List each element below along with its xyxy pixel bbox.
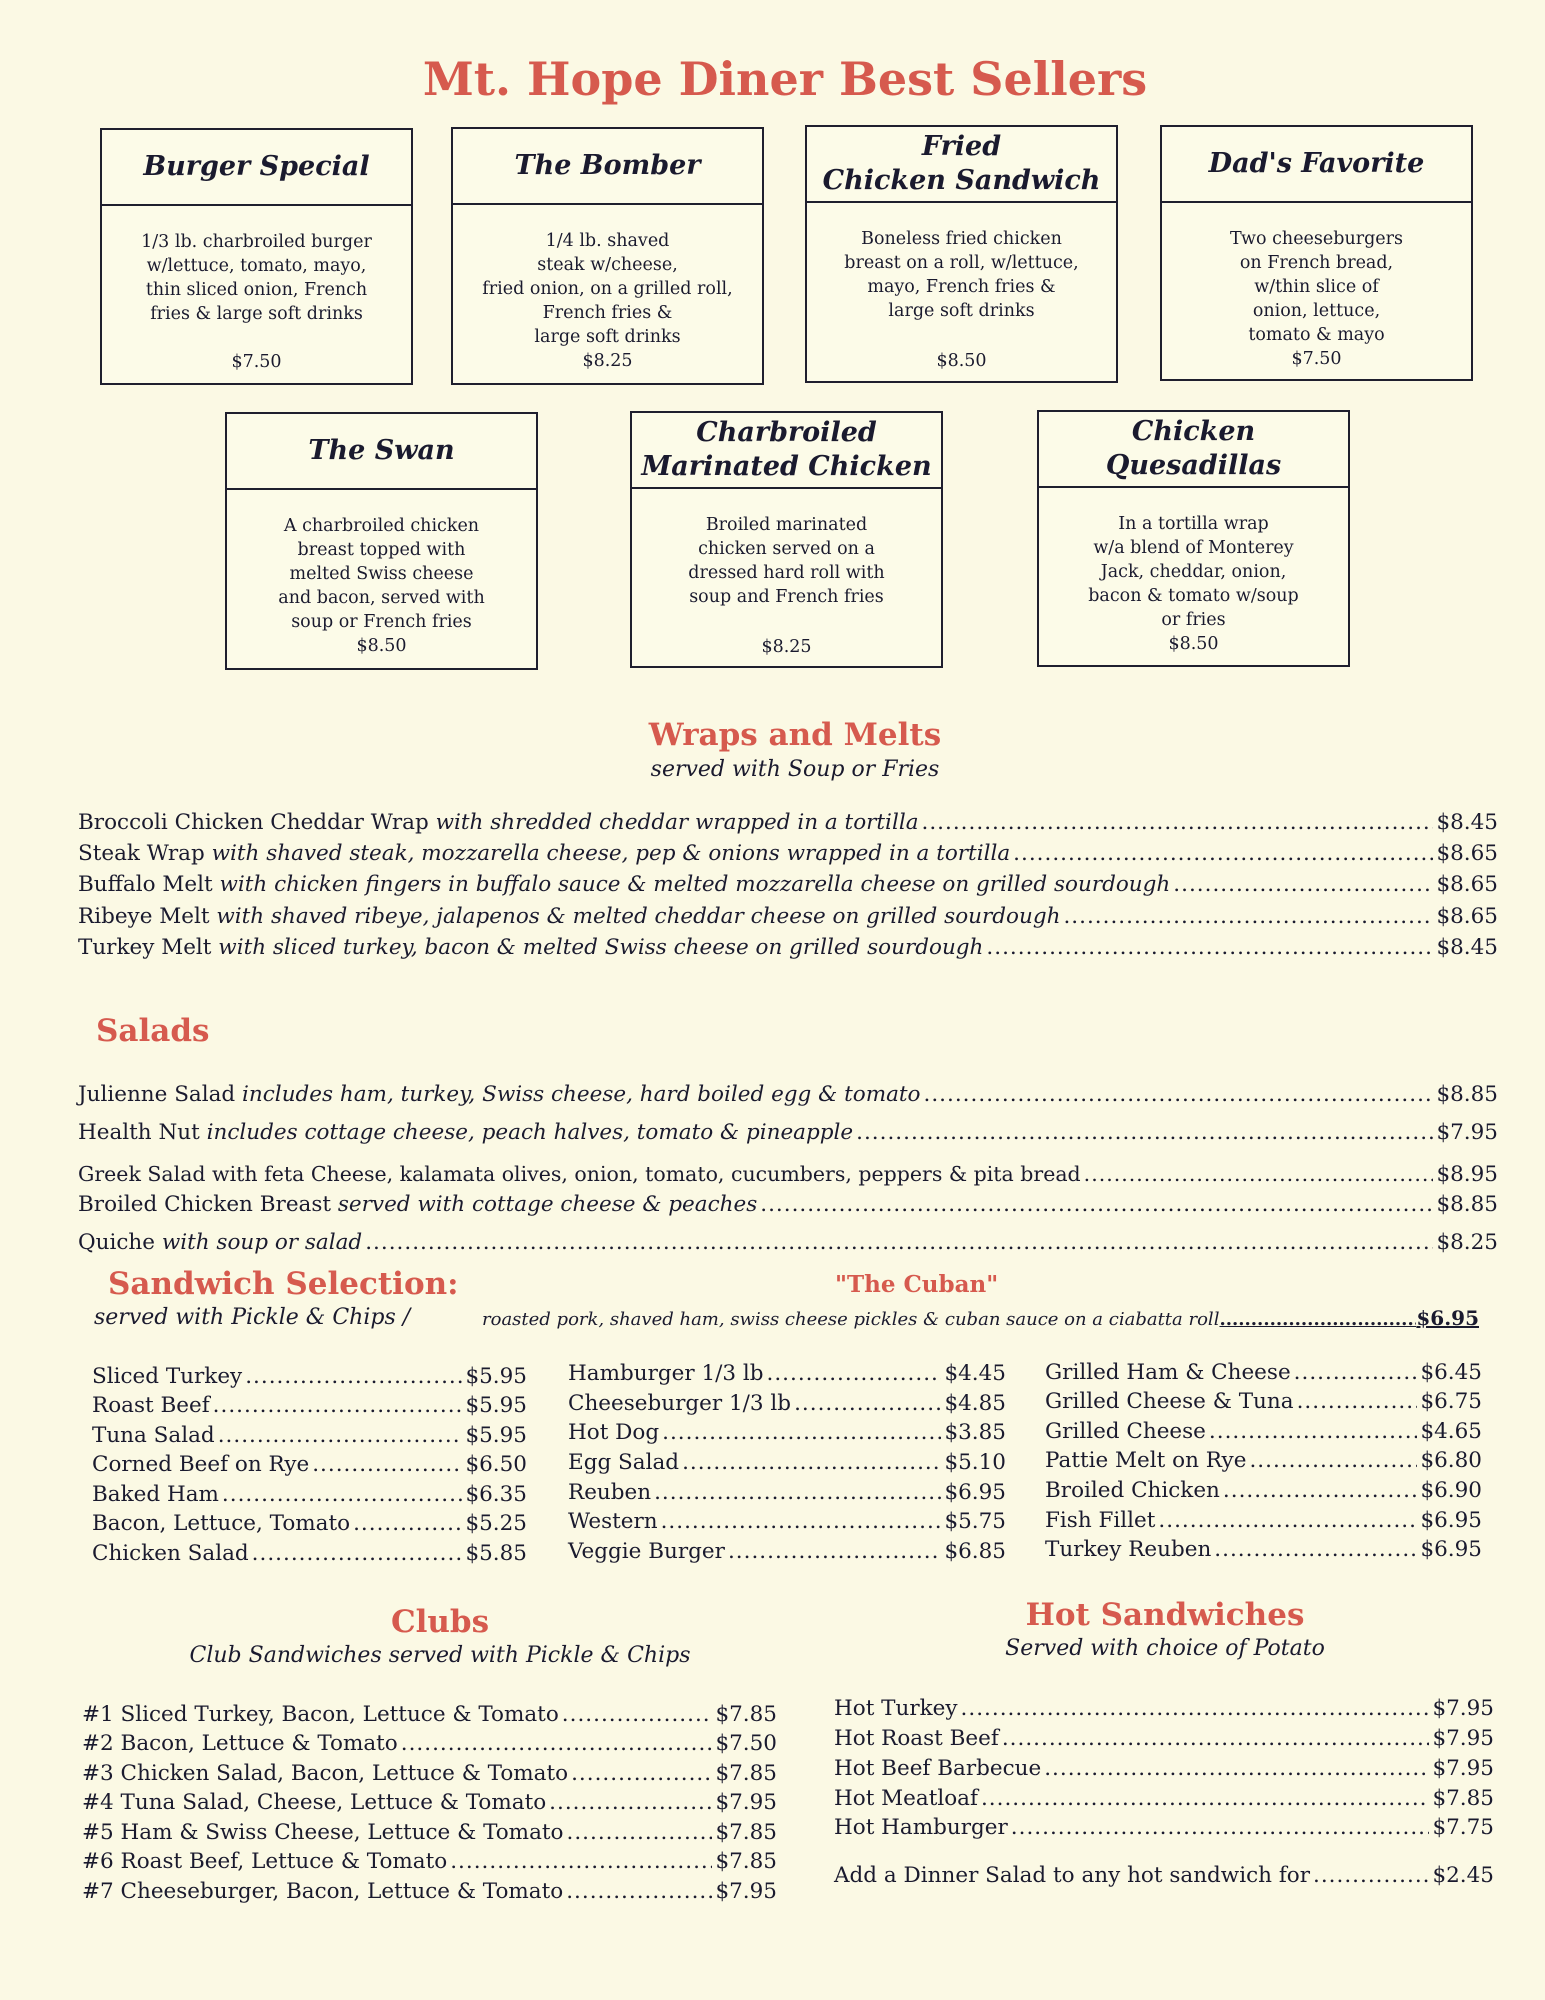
item-price: $7.85	[715, 1702, 777, 1727]
item-price: $7.85	[1432, 1786, 1494, 1811]
item-price: $7.95	[1432, 1696, 1494, 1721]
item-name: Hot Hamburger	[834, 1815, 1008, 1840]
best-seller-box	[1160, 125, 1473, 381]
best-seller-desc: Broiled marinated chicken served on a dressed hard roll with soup and French fries	[688, 515, 885, 607]
best-seller-price: $8.50	[1168, 634, 1219, 654]
best-seller-desc: A charbroiled chicken breast topped with melted Swiss cheese and bacon, served with soup or French fries	[278, 516, 485, 632]
cuban-price: $6.95	[1416, 1306, 1479, 1330]
best-seller-name: Chicken Quesadillas	[1039, 412, 1348, 488]
hot-title: Hot Sandwiches	[1025, 1597, 1305, 1633]
best-seller-box	[1037, 410, 1350, 667]
item-price: $8.45	[1436, 935, 1498, 960]
item-name: Broiled Chicken	[1045, 1478, 1220, 1503]
wrap-item	[78, 841, 1498, 866]
salad-item	[78, 1120, 1498, 1145]
sandwich-item	[568, 1450, 1006, 1475]
best-seller-box	[805, 125, 1118, 383]
club-item	[82, 1731, 777, 1756]
item-price: $6.50	[465, 1452, 527, 1477]
wrap-item	[78, 872, 1498, 897]
item-name: Turkey Reuben	[1045, 1537, 1212, 1562]
sandwich-item	[1045, 1419, 1482, 1444]
item-price: $8.85	[1436, 1192, 1498, 1217]
item-name: Sliced Turkey	[92, 1364, 243, 1389]
item-name: #5 Ham & Swiss Cheese, Lettuce & Tomato	[82, 1820, 564, 1845]
item-name: Hot Meatloaf	[834, 1786, 978, 1811]
sandwich-item	[92, 1423, 527, 1448]
page-title: Mt. Hope Diner Best Sellers	[422, 52, 1148, 106]
item-name: Grilled Ham & Cheese	[1045, 1360, 1291, 1385]
item-price: $6.95	[1420, 1537, 1482, 1562]
best-seller-name: Burger Special	[102, 130, 411, 206]
item-name: Chicken Salad	[92, 1541, 249, 1566]
best-seller-price: $7.50	[1291, 349, 1342, 369]
best-seller-price: $8.25	[582, 351, 633, 371]
item-price: $5.85	[465, 1541, 527, 1566]
club-item	[82, 1702, 777, 1727]
item-name: Hot Dog	[568, 1420, 660, 1445]
best-seller-desc: In a tortilla wrap w/a blend of Monterey Jack, cheddar, onion, bacon & tomato w/soup or fries	[1088, 514, 1299, 630]
sandwich-item	[1045, 1448, 1482, 1473]
item-desc: with shredded cheddar wrapped in a tortilla	[435, 810, 919, 835]
item-name: Fish Fillet	[1045, 1508, 1156, 1533]
best-seller-name: The Swan	[227, 414, 536, 490]
item-price: $6.45	[1420, 1360, 1482, 1385]
best-seller-box	[451, 127, 764, 385]
item-price: $8.85	[1436, 1082, 1498, 1107]
sandwich-subtitle: served with Pickle & Chips /	[94, 1305, 411, 1330]
item-price: $7.75	[1432, 1815, 1494, 1840]
item-name: Hot Roast Beef	[834, 1726, 999, 1751]
item-name: Egg Salad	[568, 1450, 680, 1475]
wraps-title: Wraps and Melts	[648, 717, 942, 753]
sandwich-item	[92, 1393, 527, 1418]
item-price: $5.10	[944, 1450, 1006, 1475]
item-price: $7.50	[715, 1731, 777, 1756]
sandwich-item	[1045, 1537, 1482, 1562]
item-price: $7.95	[1432, 1726, 1494, 1751]
hot-addon	[834, 1863, 1494, 1888]
item-name: Roast Beef	[92, 1393, 210, 1418]
item-desc: includes cottage cheese, peach halves, tomato & pineapple	[206, 1120, 854, 1145]
salad-item	[78, 1162, 1498, 1187]
item-name: Health Nut	[78, 1120, 200, 1145]
item-name: #4 Tuna Salad, Cheese, Lettuce & Tomato	[82, 1790, 547, 1815]
best-seller-desc: 1/4 lb. shaved steak w/cheese, fried onion, on a grilled roll, French fries & large soft drinks	[482, 231, 733, 347]
item-name: #1 Sliced Turkey, Bacon, Lettuce & Tomato	[82, 1702, 559, 1727]
club-item	[82, 1790, 777, 1815]
item-name: Western	[568, 1509, 658, 1534]
salad-item	[78, 1082, 1498, 1107]
item-price: $7.95	[715, 1879, 777, 1904]
item-price: $7.85	[715, 1761, 777, 1786]
item-desc: with sliced turkey, bacon & melted Swiss cheese on grilled sourdough	[218, 935, 984, 960]
item-name: Grilled Cheese	[1045, 1419, 1206, 1444]
item-name: #7 Cheeseburger, Bacon, Lettuce & Tomato	[82, 1879, 564, 1904]
item-price: $5.95	[465, 1393, 527, 1418]
addon-name: Add a Dinner Salad to any hot sandwich for	[834, 1863, 1310, 1888]
item-name: Buffalo Melt	[78, 872, 213, 897]
sandwich-item	[1045, 1389, 1482, 1414]
item-price: $4.65	[1420, 1419, 1482, 1444]
sandwich-item	[568, 1480, 1006, 1505]
item-price: $5.75	[944, 1509, 1006, 1534]
best-seller-name: The Bomber	[453, 129, 762, 205]
item-price: $8.95	[1436, 1162, 1498, 1187]
item-price: $4.85	[944, 1391, 1006, 1416]
sandwich-item	[568, 1420, 1006, 1445]
sandwich-item	[1045, 1508, 1482, 1533]
item-name: Quiche	[78, 1230, 155, 1255]
hot-item	[834, 1696, 1494, 1721]
item-name: Corned Beef on Rye	[92, 1452, 310, 1477]
sandwich-item	[1045, 1360, 1482, 1385]
club-item	[82, 1761, 777, 1786]
best-seller-price: $8.25	[761, 637, 812, 657]
cuban-desc: roasted pork, shaved ham, swiss cheese pickles & cuban sauce on a ciabatta roll	[482, 1309, 1220, 1330]
item-name: #2 Bacon, Lettuce & Tomato	[82, 1731, 398, 1756]
item-name: Cheeseburger 1/3 lb	[568, 1391, 792, 1416]
item-price: $8.65	[1436, 841, 1498, 866]
hot-item	[834, 1786, 1494, 1811]
item-price: $6.80	[1420, 1448, 1482, 1473]
item-price: $6.75	[1420, 1389, 1482, 1414]
item-price: $7.85	[715, 1820, 777, 1845]
sandwich-item	[92, 1511, 527, 1536]
item-desc: includes ham, turkey, Swiss cheese, hard boiled egg & tomato	[242, 1082, 921, 1107]
addon-price: $2.45	[1432, 1863, 1494, 1888]
item-name: #6 Roast Beef, Lettuce & Tomato	[82, 1849, 448, 1874]
item-name: Grilled Cheese & Tuna	[1045, 1389, 1294, 1414]
wrap-item	[78, 810, 1498, 835]
item-name: Veggie Burger	[568, 1539, 725, 1564]
best-seller-name: Dad's Favorite	[1162, 127, 1471, 203]
sandwich-item	[568, 1539, 1006, 1564]
best-seller-desc: Boneless fried chicken breast on a roll, w/lettuce, mayo, French fries & large soft drinks	[844, 229, 1079, 321]
sandwich-item	[568, 1391, 1006, 1416]
best-seller-box	[100, 128, 413, 385]
salad-item	[78, 1192, 1498, 1217]
item-name: Reuben	[568, 1480, 652, 1505]
best-seller-desc: 1/3 lb. charbroiled burger w/lettuce, tomato, mayo, thin sliced onion, French fries & large soft drinks	[141, 232, 372, 324]
item-name: Steak Wrap	[78, 841, 205, 866]
item-desc: with soup or salad	[161, 1230, 363, 1255]
sandwich-item	[92, 1452, 527, 1477]
item-price: $5.25	[465, 1511, 527, 1536]
hot-subtitle: Served with choice of Potato	[1005, 1636, 1325, 1661]
sandwich-item	[568, 1361, 1006, 1386]
clubs-title: Clubs	[390, 1604, 490, 1640]
item-name: Bacon, Lettuce, Tomato	[92, 1511, 351, 1536]
item-name: Greek Salad with feta Cheese, kalamata olives, onion, tomato, cucumbers, peppers & pita bread	[78, 1162, 1081, 1186]
item-price: $8.65	[1436, 904, 1498, 929]
club-item	[82, 1849, 777, 1874]
item-name: Ribeye Melt	[78, 904, 210, 929]
item-price: $7.85	[715, 1849, 777, 1874]
best-seller-desc: Two cheeseburgers on French bread, w/thin slice of onion, lettuce, tomato & mayo	[1230, 229, 1403, 345]
item-price: $4.45	[944, 1361, 1006, 1386]
item-price: $3.85	[944, 1420, 1006, 1445]
sandwich-item	[92, 1364, 527, 1389]
item-price: $8.45	[1436, 810, 1498, 835]
wraps-subtitle: served with Soup or Fries	[650, 757, 940, 782]
best-seller-price: $7.50	[231, 352, 282, 372]
item-price: $5.95	[465, 1364, 527, 1389]
item-price: $5.95	[465, 1423, 527, 1448]
item-name: Broccoli Chicken Cheddar Wrap	[78, 810, 429, 835]
hot-item	[834, 1726, 1494, 1751]
best-seller-name: Fried Chicken Sandwich	[807, 127, 1116, 203]
best-seller-box	[225, 412, 538, 670]
item-name: Turkey Melt	[78, 935, 212, 960]
cuban-title: "The Cuban"	[835, 1271, 999, 1298]
item-name: Hamburger 1/3 lb	[568, 1361, 764, 1386]
club-item	[82, 1879, 777, 1904]
best-seller-name: Charbroiled Marinated Chicken	[632, 413, 941, 489]
sandwich-item	[92, 1541, 527, 1566]
item-price: $6.90	[1420, 1478, 1482, 1503]
item-price: $7.95	[1432, 1756, 1494, 1781]
sandwich-title: Sandwich Selection:	[108, 1266, 459, 1302]
item-name: Hot Turkey	[834, 1696, 958, 1721]
item-price: $6.85	[944, 1539, 1006, 1564]
item-price: $8.65	[1436, 872, 1498, 897]
hot-item	[834, 1756, 1494, 1781]
best-seller-price: $8.50	[936, 351, 987, 371]
sandwich-item	[568, 1509, 1006, 1534]
salads-title: Salads	[96, 1013, 210, 1049]
item-price: $6.95	[944, 1480, 1006, 1505]
best-seller-price: $8.50	[356, 636, 407, 656]
hot-item	[834, 1815, 1494, 1840]
item-name: Baked Ham	[92, 1482, 219, 1507]
wrap-item	[78, 904, 1498, 929]
item-name: Tuna Salad	[92, 1423, 215, 1448]
clubs-subtitle: Club Sandwiches served with Pickle & Chips	[189, 1643, 691, 1668]
item-name: Pattie Melt on Rye	[1045, 1448, 1247, 1473]
item-name: Broiled Chicken Breast	[78, 1192, 332, 1217]
item-desc: with chicken fingers in buffalo sauce & melted mozzarella cheese on grilled sourdough	[219, 872, 1171, 897]
item-price: $6.95	[1420, 1508, 1482, 1533]
item-desc: served with cottage cheese & peaches	[337, 1192, 758, 1217]
wrap-item	[78, 935, 1498, 960]
salad-item	[78, 1230, 1498, 1255]
sandwich-item	[92, 1482, 527, 1507]
cuban-item	[482, 1306, 1479, 1330]
sandwich-item	[1045, 1478, 1482, 1503]
item-price: $7.95	[1436, 1120, 1498, 1145]
item-price: $6.35	[465, 1482, 527, 1507]
item-name: Hot Beef Barbecue	[834, 1756, 1042, 1781]
best-seller-box	[630, 411, 943, 668]
item-name: #3 Chicken Salad, Bacon, Lettuce & Tomato	[82, 1761, 569, 1786]
item-price: $7.95	[715, 1790, 777, 1815]
item-desc: with shaved steak, mozzarella cheese, pep & onions wrapped in a tortilla	[211, 841, 1011, 866]
item-price: $8.25	[1436, 1230, 1498, 1255]
item-desc: with shaved ribeye, jalapenos & melted cheddar cheese on grilled sourdough	[216, 904, 1061, 929]
item-name: Julienne Salad	[78, 1082, 236, 1107]
club-item	[82, 1820, 777, 1845]
